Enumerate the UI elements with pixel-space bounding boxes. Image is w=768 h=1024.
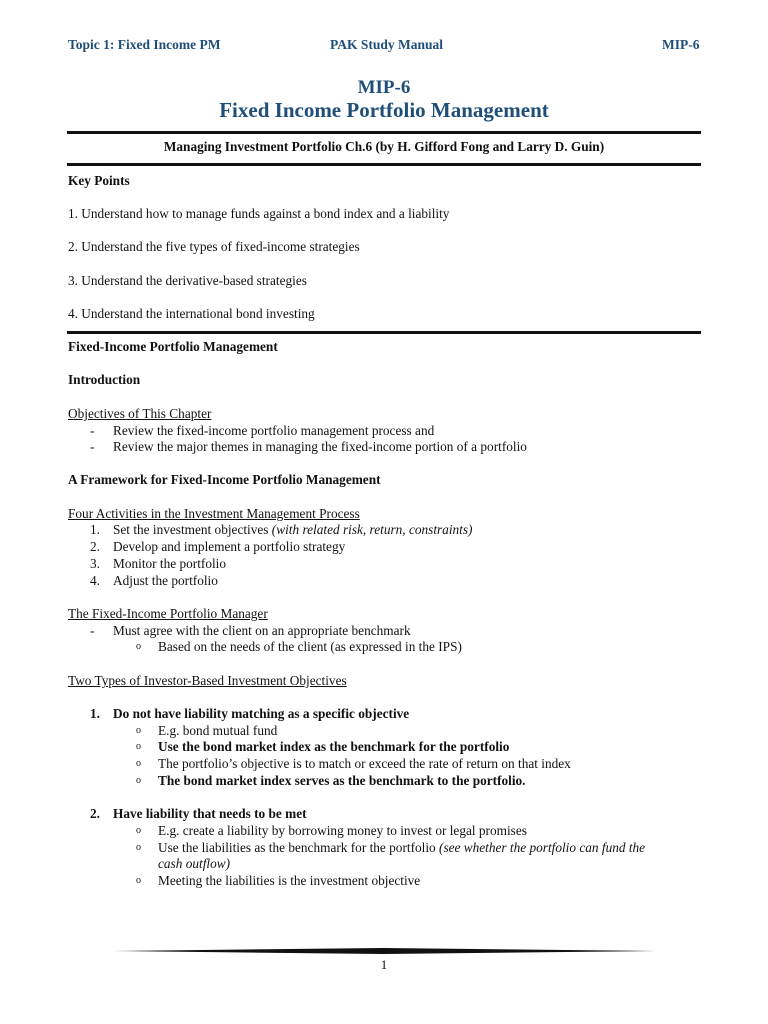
header-code: MIP-6 [662,37,700,52]
activity-note: (with related risk, return, constraints) [271,522,473,537]
list-item-text: Based on the needs of the client (as expressed in the IPS) [158,639,462,654]
item-number: 3. [90,556,100,571]
header-manual: PAK Study Manual [330,37,444,52]
group-title: Do not have liability matching as a specific objective [113,706,410,721]
title-rule-bottom [67,163,701,166]
item-number: 1. [90,522,100,537]
list-item-text: The portfolio’s objective is to match or exceed the rate of return on that index [158,756,571,771]
list-item-text [113,522,472,538]
introduction-heading: Introduction [68,372,141,387]
item-number: 4. [90,573,100,588]
framework-heading: A Framework for Fixed-Income Portfolio Management [68,472,381,487]
group-title: Have liability that needs to be met [113,806,307,821]
activity-text: Set the investment objectives [113,522,272,537]
circle-bullet-icon: o [136,775,141,786]
list-item-text: Monitor the portfolio [113,556,227,571]
section-rule [67,331,701,334]
list-item-text: Adjust the portfolio [113,573,218,588]
header-topic: Topic 1: Fixed Income PM [68,37,221,52]
list-item-text: Review the fixed-income portfolio management process and [113,423,435,438]
page-number: 1 [380,957,388,972]
circle-bullet-icon: o [136,758,141,769]
list-item-text: E.g. bond mutual fund [158,723,278,738]
manager-heading: The Fixed-Income Portfolio Manager [68,606,268,621]
key-point-2: 2. Understand the five types of fixed-income strategies [68,239,360,254]
footer-divider [112,946,656,956]
source-reference: Managing Investment Portfolio Ch.6 (by H. Gifford Fong and Larry D. Guin) [163,139,605,154]
dash-bullet: - [90,623,95,638]
activities-heading: Four Activities in the Investment Management Process [68,506,360,521]
item-number: 1. [90,706,100,721]
circle-bullet-icon: o [136,725,141,736]
circle-bullet-icon: o [136,842,141,853]
objectives-heading: Objectives of This Chapter [68,406,212,421]
item-number: 2. [90,806,100,821]
item-text: Use the liabilities as the benchmark for the portfolio [158,840,440,855]
dash-bullet: - [90,423,95,438]
dash-bullet: - [90,439,95,454]
item-note-continued: cash outflow) [158,856,231,871]
circle-bullet-icon: o [136,825,141,836]
list-item-text: E.g. create a liability by borrowing money to invest or legal promises [158,823,527,838]
item-note: (see whether the portfolio can fund the [439,840,646,855]
key-point-1: 1. Understand how to manage funds against a bond index and a liability [68,206,450,221]
list-item-text: Meeting the liabilities is the investment objective [158,873,421,888]
doc-code-title: MIP-6 [357,77,411,98]
list-item-text: The bond market index serves as the benchmark to the portfolio. [158,773,526,788]
title-rule-top [67,131,701,134]
list-item-text: Review the major themes in managing the fixed-income portion of a portfolio [113,439,527,454]
list-item-text: Develop and implement a portfolio strategy [113,539,346,554]
list-item-text [158,840,645,856]
investor-objectives-heading: Two Types of Investor-Based Investment Objectives [68,673,347,688]
key-point-4: 4. Understand the international bond investing [68,306,315,321]
list-item-text: Must agree with the client on an appropriate benchmark [113,623,411,638]
circle-bullet-icon: o [136,741,141,752]
section-title: Fixed-Income Portfolio Management [68,339,278,354]
list-item-text: Use the bond market index as the benchmark for the portfolio [158,739,510,754]
circle-bullet-icon: o [136,641,141,652]
circle-bullet-icon: o [136,875,141,886]
key-points-heading: Key Points [68,173,130,188]
key-point-3: 3. Understand the derivative-based strategies [68,273,307,288]
item-number: 2. [90,539,100,554]
doc-title: Fixed Income Portfolio Management [219,98,549,122]
